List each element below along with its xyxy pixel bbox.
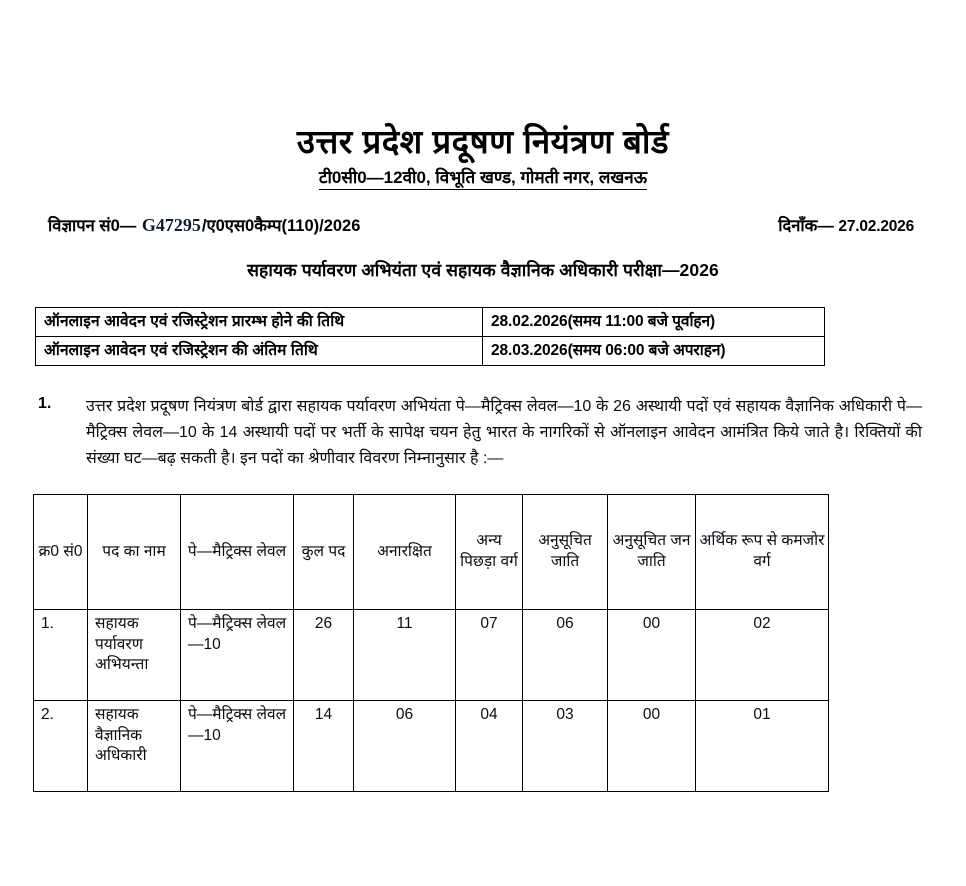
key-dates-table <box>35 307 825 366</box>
advertisement-number-suffix: /ए0एस0कैम्प(110)/2026 <box>201 217 361 236</box>
online-end-label: ऑनलाइन आवेदन एवं रजिस्ट्रेशन की अंतिम तिथि <box>36 337 483 366</box>
cell-total: 26 <box>294 610 354 701</box>
cell-unreserved: 06 <box>354 701 456 792</box>
column-header-serial: क्र0 सं0 <box>34 495 88 610</box>
column-header-total-posts: कुल पद <box>294 495 354 610</box>
table-row <box>36 337 825 366</box>
clause-1 <box>30 394 936 472</box>
online-start-value: 28.02.2026(समय 11:00 बजे पूर्वाहन) <box>483 308 825 337</box>
table-row <box>34 610 829 701</box>
advertisement-date-group <box>778 213 914 236</box>
cell-post-name: सहायक वैज्ञानिक अधिकारी <box>88 701 181 792</box>
cell-obc: 04 <box>456 701 523 792</box>
date-label: दिनॉंक— <box>778 217 834 236</box>
column-header-unreserved: अनारक्षित <box>354 495 456 610</box>
cell-st: 00 <box>608 610 696 701</box>
column-header-ews: अर्थिक रूप से कमजोर वर्ग <box>696 495 829 610</box>
document-page <box>0 123 966 886</box>
organization-address-wrap <box>30 168 936 190</box>
table-row <box>34 701 829 792</box>
vacancy-table-body <box>34 610 829 792</box>
cell-st: 00 <box>608 701 696 792</box>
table-row <box>36 308 825 337</box>
advertisement-number-group <box>48 213 360 236</box>
cell-total: 14 <box>294 701 354 792</box>
clause-number: 1. <box>38 395 52 413</box>
vacancy-details-table <box>33 494 829 792</box>
cell-serial: 1. <box>34 610 88 701</box>
column-header-sc: अनुसूचित जाति <box>523 495 608 610</box>
column-header-pay-level: पे—मैट्रिक्स लेवल <box>181 495 294 610</box>
cell-pay-level: पे—मैट्रिक्स लेवल—10 <box>181 610 294 701</box>
cell-pay-level: पे—मैट्रिक्स लेवल—10 <box>181 701 294 792</box>
online-start-label: ऑनलाइन आवेदन एवं रजिस्ट्रेशन प्रारम्भ होने की तिथि <box>36 308 483 337</box>
cell-serial: 2. <box>34 701 88 792</box>
cell-post-name: सहायक पर्यावरण अभियन्ता <box>88 610 181 701</box>
advertisement-code: G47295 <box>141 215 201 236</box>
column-header-obc: अन्य पिछड़ा वर्ग <box>456 495 523 610</box>
cell-sc: 03 <box>523 701 608 792</box>
cell-ews: 02 <box>696 610 829 701</box>
key-dates-body <box>36 308 825 366</box>
advertisement-line <box>30 213 936 236</box>
column-header-st: अनुसूचित जन जाति <box>608 495 696 610</box>
cell-unreserved: 11 <box>354 610 456 701</box>
date-value: 27.02.2026 <box>838 218 914 236</box>
cell-ews: 01 <box>696 701 829 792</box>
vacancy-table-header <box>34 495 829 610</box>
organization-title: उत्तर प्रदेश प्रदूषण नियंत्रण बोर्ड <box>296 123 670 160</box>
exam-title: सहायक पर्यावरण अभियंता एवं सहायक वैज्ञानिक अधिकारी परीक्षा—2026 <box>247 260 719 281</box>
clause-text: उत्तर प्रदेश प्रदूषण नियंत्रण बोर्ड द्वारा सहायक पर्यावरण अभियंता पे—मैट्रिक्स लेवल—10 के 26 अस्थायी पदों एवं सहायक वैज्ञानिक अधिकारी पे—मैट्रिक्स लेवल—10 के 14 अस्थायी पदों पर भर्ती के सापेक्ष चयन हेतु भारत के नागरिकों से ऑनलाइन आवेदन आमंत्रित किये जाते है। रिक्तियों की संख्या घट—बढ़ सकती है। इन पदों का श्रेणीवार विवरण निम्नानुसार है :— <box>86 398 922 468</box>
cell-obc: 07 <box>456 610 523 701</box>
table-header-row <box>34 495 829 610</box>
cell-sc: 06 <box>523 610 608 701</box>
column-header-post-name: पद का नाम <box>88 495 181 610</box>
advertisement-number-label: विज्ञापन सं0— <box>48 217 137 236</box>
organization-address: टी0सी0—12वी0, विभूति खण्ड, गोमती नगर, लखनऊ <box>319 168 647 190</box>
online-end-value: 28.03.2026(समय 06:00 बजे अपराहन) <box>483 337 825 366</box>
